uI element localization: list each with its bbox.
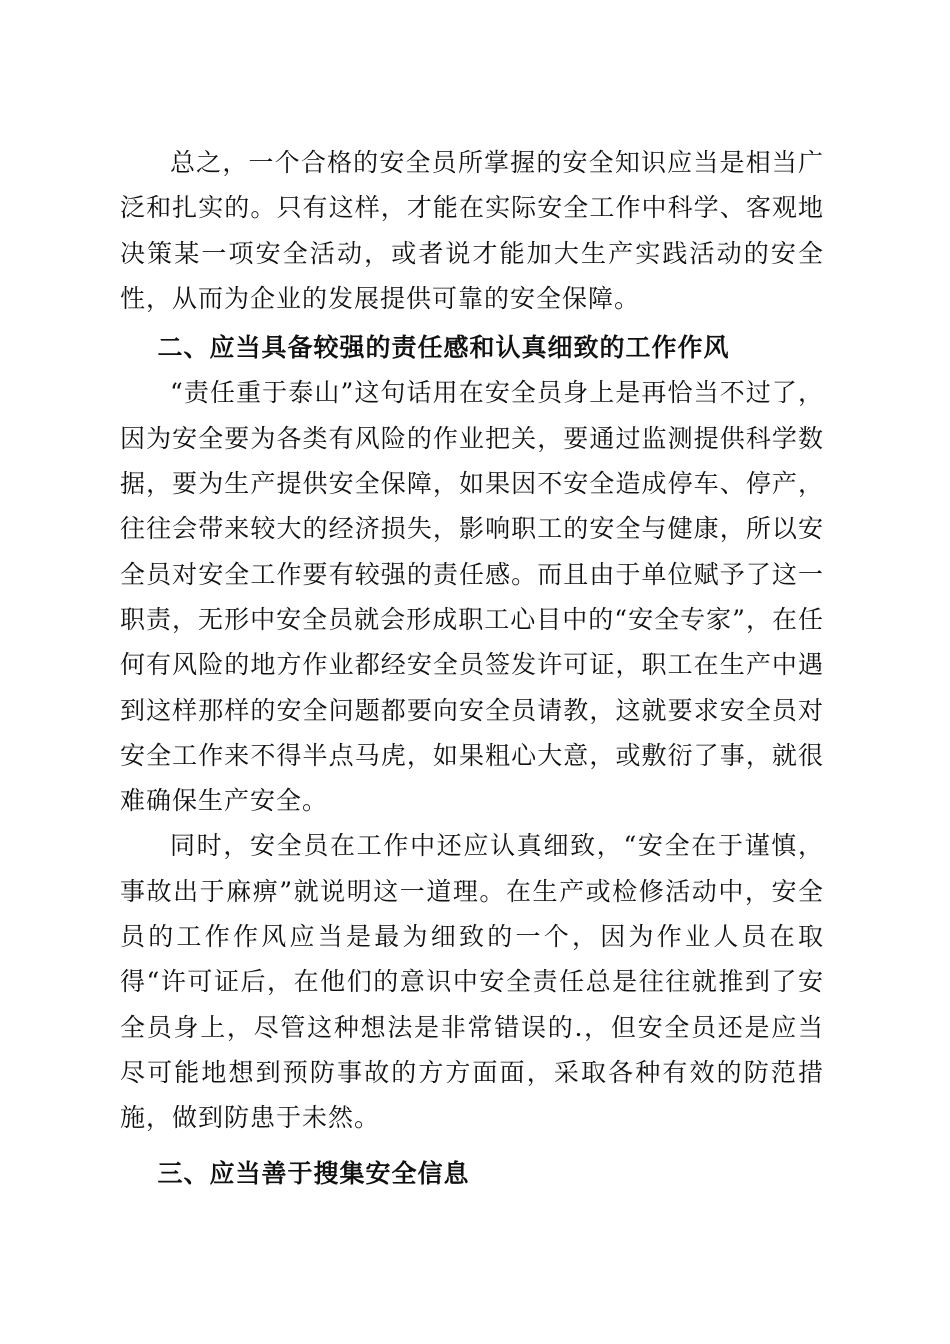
paragraph-summary: 总之，一个合格的安全员所掌握的安全知识应当是相当广泛和扎实的。只有这样，才能在实际安全工作中科学、客观地决策某一项安全活动，或者说才能加大生产实践活动的安全性，从而为企业的发展提供可靠的安全保障。 xyxy=(120,148,824,313)
paragraph-responsibility: “责任重于泰山”这句话用在安全员身上是再恰当不过了，因为安全要为各类有风险的作业把关，要通过监测提供科学数据，要为生产提供安全保障，如果因不安全造成停车、停产，往往会带来较大的经济损失，影响职工的安全与健康，所以安全员对安全工作要有较强的责任感。而且由于单位赋予了这一职责，无形中安全员就会形成职工心目中的“安全专家”，在任何有风险的地方作业都经安全员签发许可证，职工在生产中遇到这样那样的安全问题都要向安全员请教，这就要求安全员对安全工作来不得半点马虎，如果粗心大意，或敷衍了事，就很难确保生产安全。 xyxy=(120,378,824,816)
section-heading-3: 三、应当善于搜集安全信息 xyxy=(157,1158,470,1188)
document-body xyxy=(120,140,824,1196)
paragraph-carefulness: 同时，安全员在工作中还应认真细致，“安全在于谨慎，事故出于麻痹”就说明这一道理。在生产或检修活动中，安全员的工作作风应当是最为细致的一个，因为作业人员在取得“许可证后，在他们的意识中安全责任总是往往就推到了安全员身上，尽管这种想法是非常错误的.，但安全员还是应当尽可能地想到预防事故的方方面面，采取各种有效的防范措施，做到防患于未然。 xyxy=(120,831,824,1133)
section-heading-2: 二、应当具备较强的责任感和认真细致的工作作风 xyxy=(157,333,730,363)
